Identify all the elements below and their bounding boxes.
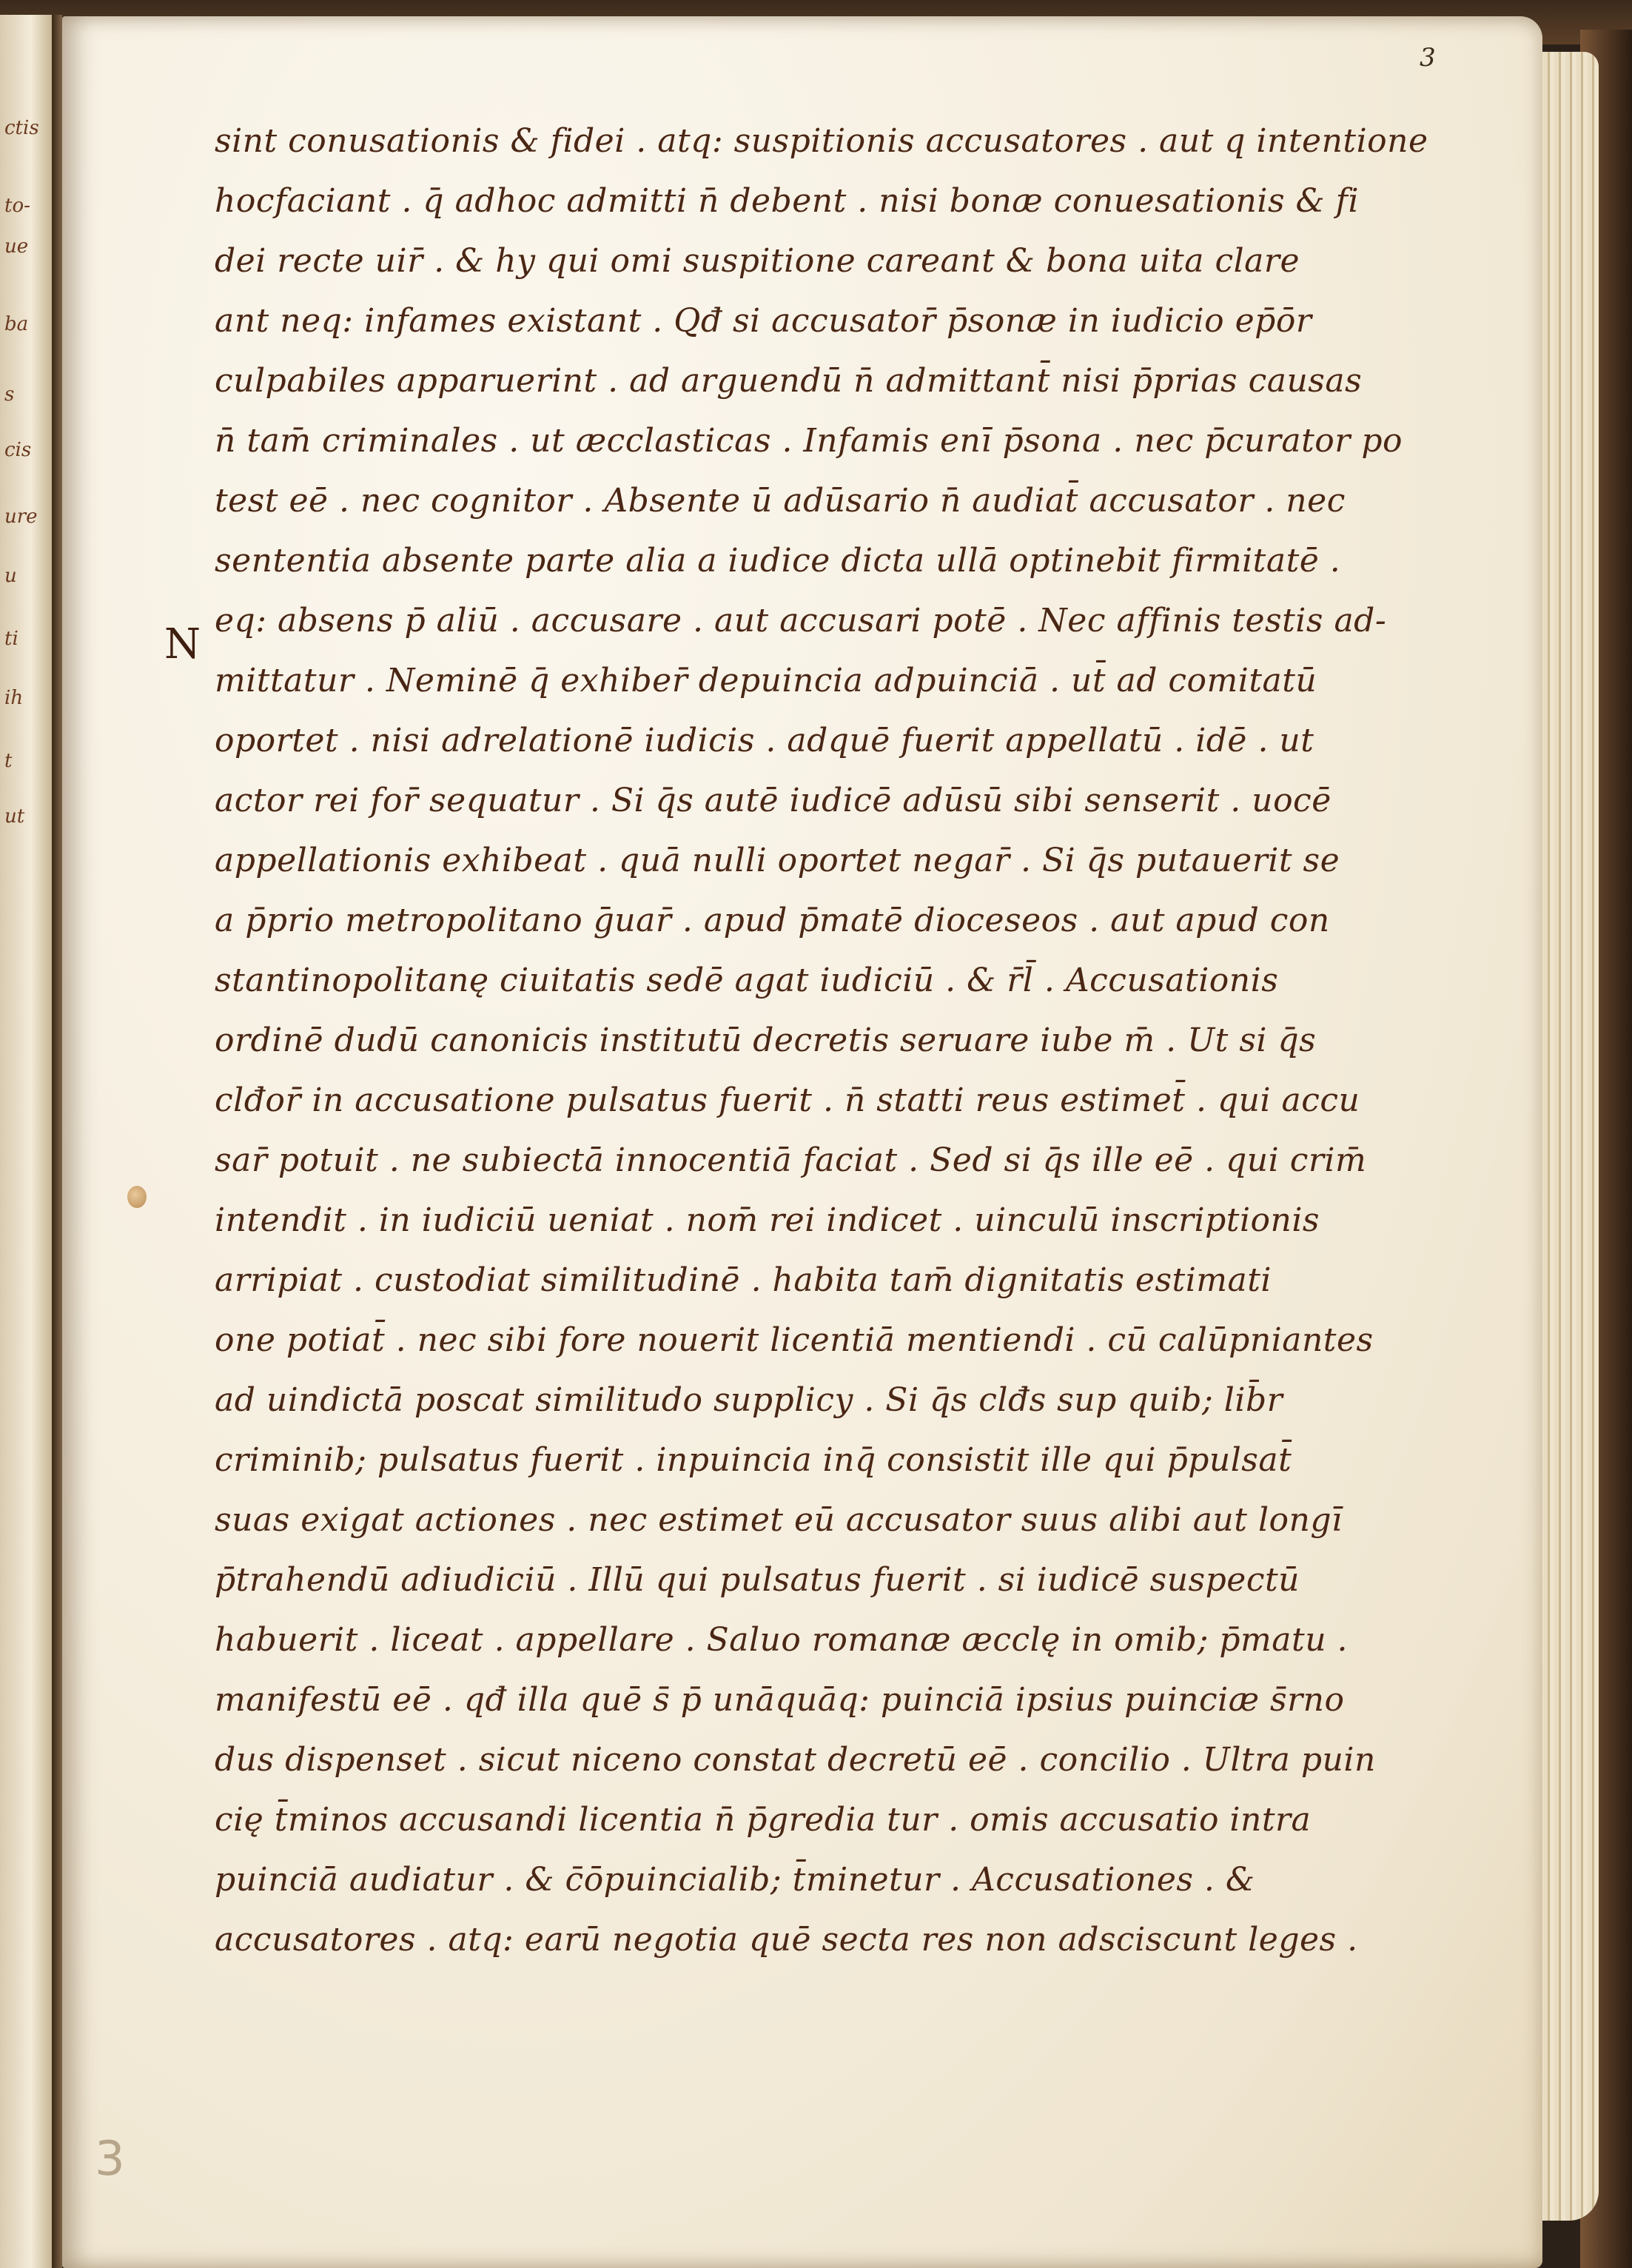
text-line: n̄ tam̄ criminales . ut æcclasticas . Infamis enī p̄sona . nec p̄curator po	[215, 422, 1403, 460]
manuscript-text	[215, 111, 1495, 1970]
text-line: stantinopolitanę ciuitatis sedē agat iudiciū . & r̄l̄ . Accusationis	[215, 962, 1279, 999]
facing-page-fragment: ba	[4, 313, 29, 335]
text-line: ant neq: infames existant . Qđ si accusator̄ p̄sonæ in iudicio ep̄ōr	[215, 302, 1312, 340]
text-line: sint conusationis & fidei . atq: suspitionis accusatores . aut q intentione	[215, 122, 1428, 160]
text-line: sar̄ potuit . ne subiectā innocentiā faciat . Sed si q̄s ille eē . qui crim̄	[215, 1141, 1367, 1179]
text-line: intendit . in iudiciū ueniat . nom̄ rei indicet . uinculū inscriptionis	[215, 1201, 1320, 1239]
facing-page-fragment: ut	[4, 805, 25, 828]
text-line: cię t̄minos accusandi licentia n̄ p̄gredia tur . omis accusatio intra	[215, 1801, 1312, 1839]
text-line: test eē . nec cognitor . Absente ū adūsario n̄ audiat̄ accusator . nec	[215, 482, 1346, 520]
text-line: eq: absens p̄ aliū . accusare . aut accusari potē . Nec affinis testis ad-	[215, 602, 1387, 640]
facing-page-fragment: cis	[4, 439, 32, 461]
facing-page-fragment: ih	[4, 687, 24, 709]
text-line: oportet . nisi adrelationē iudicis . adquē fuerit appellatū . idē . ut	[215, 722, 1314, 759]
text-line: ordinē dudū canonicis institutū decretis seruare iube m̄ . Ut si q̄s	[215, 1021, 1317, 1059]
text-line: sententia absente parte alia a iudice dicta ullā optinebit firmitatē .	[215, 542, 1341, 580]
text-line: habuerit . liceat . appellare . Saluo romanæ æcclę in omib; p̄matu .	[215, 1621, 1349, 1659]
text-line: appellationis exhibeat . quā nulli oportet negar̄ . Si q̄s putauerit se	[215, 842, 1340, 879]
text-line: criminib; pulsatus fuerit . inpuincia inq̄ consistit ille qui p̄pulsat̄	[215, 1441, 1292, 1479]
text-line: a p̄prio metropolitano ḡuar̄ . apud p̄matē dioceseos . aut apud con	[215, 902, 1330, 939]
book-gutter	[52, 15, 62, 2268]
text-line: actor rei for̄ sequatur . Si q̄s autē iudicē adūsū sibi senserit . uocē	[215, 782, 1332, 819]
facing-page-fragment: s	[4, 383, 15, 406]
parchment-stain	[127, 1186, 147, 1208]
text-line: one potiat̄ . nec sibi fore nouerit licentiā mentiendi . cū calūpniantes	[215, 1321, 1374, 1359]
facing-page-edge	[0, 15, 56, 2268]
facing-page-fragment: to-	[4, 195, 30, 217]
facing-page-fragment: ue	[4, 235, 29, 258]
text-line: dei recte uir̄ . & hy qui omi suspitione careant & bona uita clare	[215, 242, 1300, 280]
text-line: hocfaciant . q̄ adhoc admitti n̄ debent . nisi bonæ conuesationis & fi	[215, 182, 1360, 220]
facing-page-fragment: ti	[4, 628, 19, 650]
facing-page-fragment: u	[4, 565, 17, 587]
text-line: arripiat . custodiat similitudinē . habita tam̄ dignitatis estimati	[215, 1261, 1272, 1299]
text-line: clđor̄ in accusatione pulsatus fuerit . n̄ statti reus estimet̄ . qui accu	[215, 1081, 1360, 1119]
text-line: suas exigat actiones . nec estimet eū accusator suus alibi aut longī	[215, 1501, 1343, 1539]
text-line: p̄trahendū adiudiciū . Illū qui pulsatus fuerit . si iudicē suspectū	[215, 1561, 1300, 1599]
text-line: puinciā audiatur . & c̄ōpuincialib; t̄minetur . Accusationes . &	[215, 1861, 1255, 1899]
facing-page-fragment: t	[4, 750, 13, 772]
folio-number: 3	[1420, 43, 1436, 73]
text-line: mittatur . Neminē q̄ exhiber̄ depuincia adpuinciā . ut̄ ad comitatū	[215, 662, 1317, 699]
facing-page-fragment: ctis	[4, 117, 39, 139]
facing-page-fragment: ure	[4, 506, 38, 528]
text-line: culpabiles apparuerint . ad arguendū n̄ admittant̄ nisi p̄prias causas	[215, 362, 1363, 400]
text-line: ad uindictā poscat similitudo supplicy . Si q̄s clđs sup quib; lib̄r	[215, 1381, 1283, 1419]
text-line: manifestū eē . qđ illa quē s̄ p̄ unāquāq: puinciā ipsius puinciæ s̄rno	[215, 1681, 1345, 1719]
pencil-folio-mark: 3	[95, 2132, 125, 2187]
decorated-initial: N	[164, 620, 201, 668]
text-line: accusatores . atq: earū negotia quē secta res non adsciscunt leges .	[215, 1921, 1358, 1959]
text-line: dus dispenset . sicut niceno constat decretū eē . concilio . Ultra puin	[215, 1741, 1376, 1779]
